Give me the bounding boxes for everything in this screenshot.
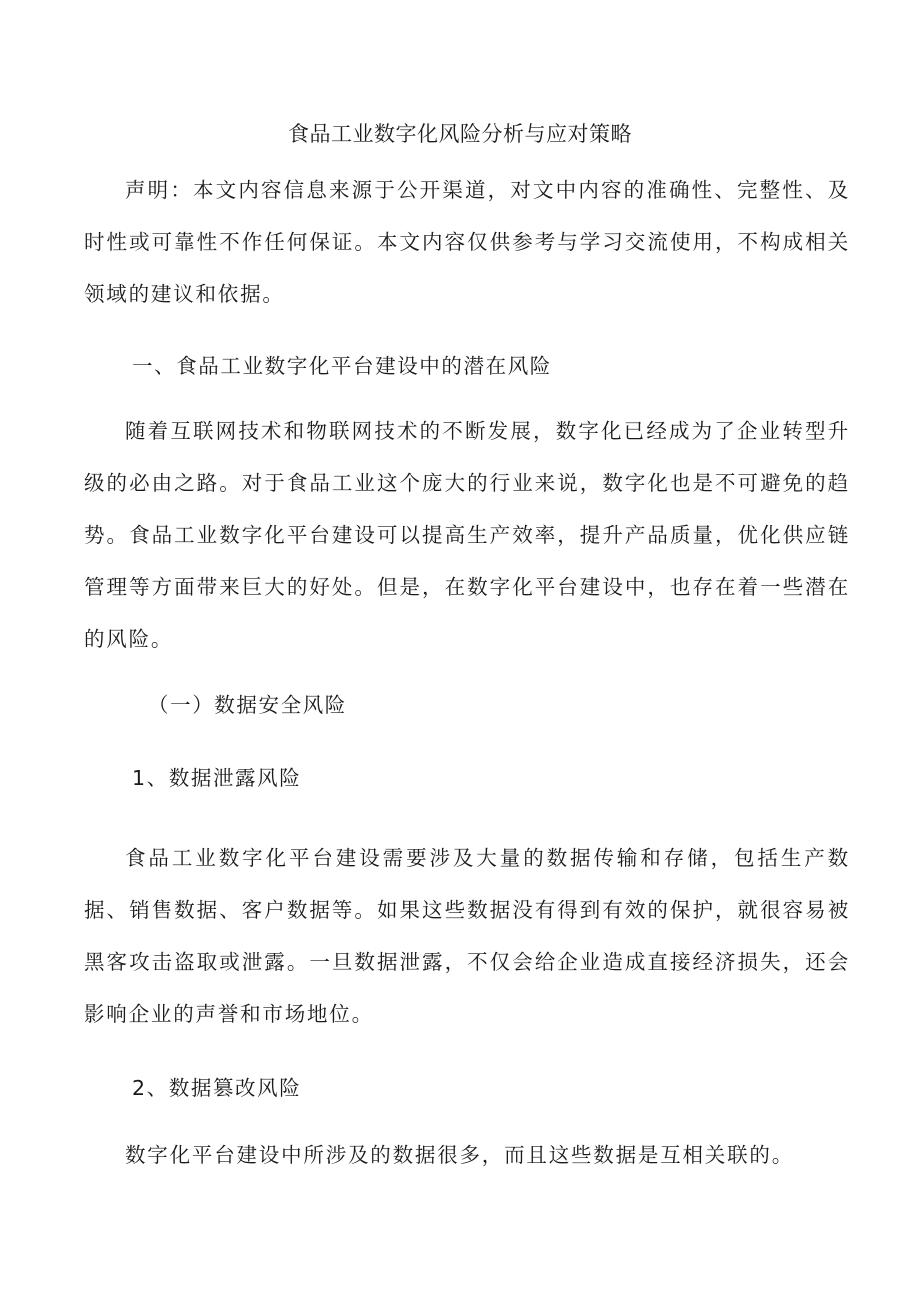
- document-title: 食品工业数字化风险分析与应对策略: [288, 122, 632, 146]
- item-heading-data-leak: 1、数据泄露风险: [132, 766, 302, 790]
- subsection-heading: （一）数据安全风险: [148, 693, 347, 717]
- disclaimer-paragraph: 声明：本文内容信息来源于公开渠道，对文中内容的准确性、完整性、及时性或可靠性不作任何保证。本文内容仅供参考与学习交流使用，不构成相关领域的建议和依据。: [84, 178, 850, 306]
- item-body-data-leak: 食品工业数字化平台建设需要涉及大量的数据传输和存储，包括生产数据、销售数据、客户数据等。如果这些数据没有得到有效的保护，就很容易被黑客攻击盗取或泄露。一旦数据泄露，不仅会给企业造成直接经济损失，还会影响企业的声誉和市场地位。: [84, 846, 850, 1026]
- item-heading-data-tamper: 2、数据篡改风险: [132, 1076, 302, 1100]
- section-intro-paragraph: 随着互联网技术和物联网技术的不断发展，数字化已经成为了企业转型升级的必由之路。对于食品工业这个庞大的行业来说，数字化也是不可避免的趋势。食品工业数字化平台建设可以提高生产效率，提升产品质量，优化供应链管理等方面带来巨大的好处。但是，在数字化平台建设中，也存在着一些潜在的风险。: [84, 419, 850, 651]
- section-heading: 一、食品工业数字化平台建设中的潜在风险: [132, 354, 552, 378]
- item-body-data-tamper: 数字化平台建设中所涉及的数据很多，而且这些数据是互相关联的。: [125, 1143, 794, 1167]
